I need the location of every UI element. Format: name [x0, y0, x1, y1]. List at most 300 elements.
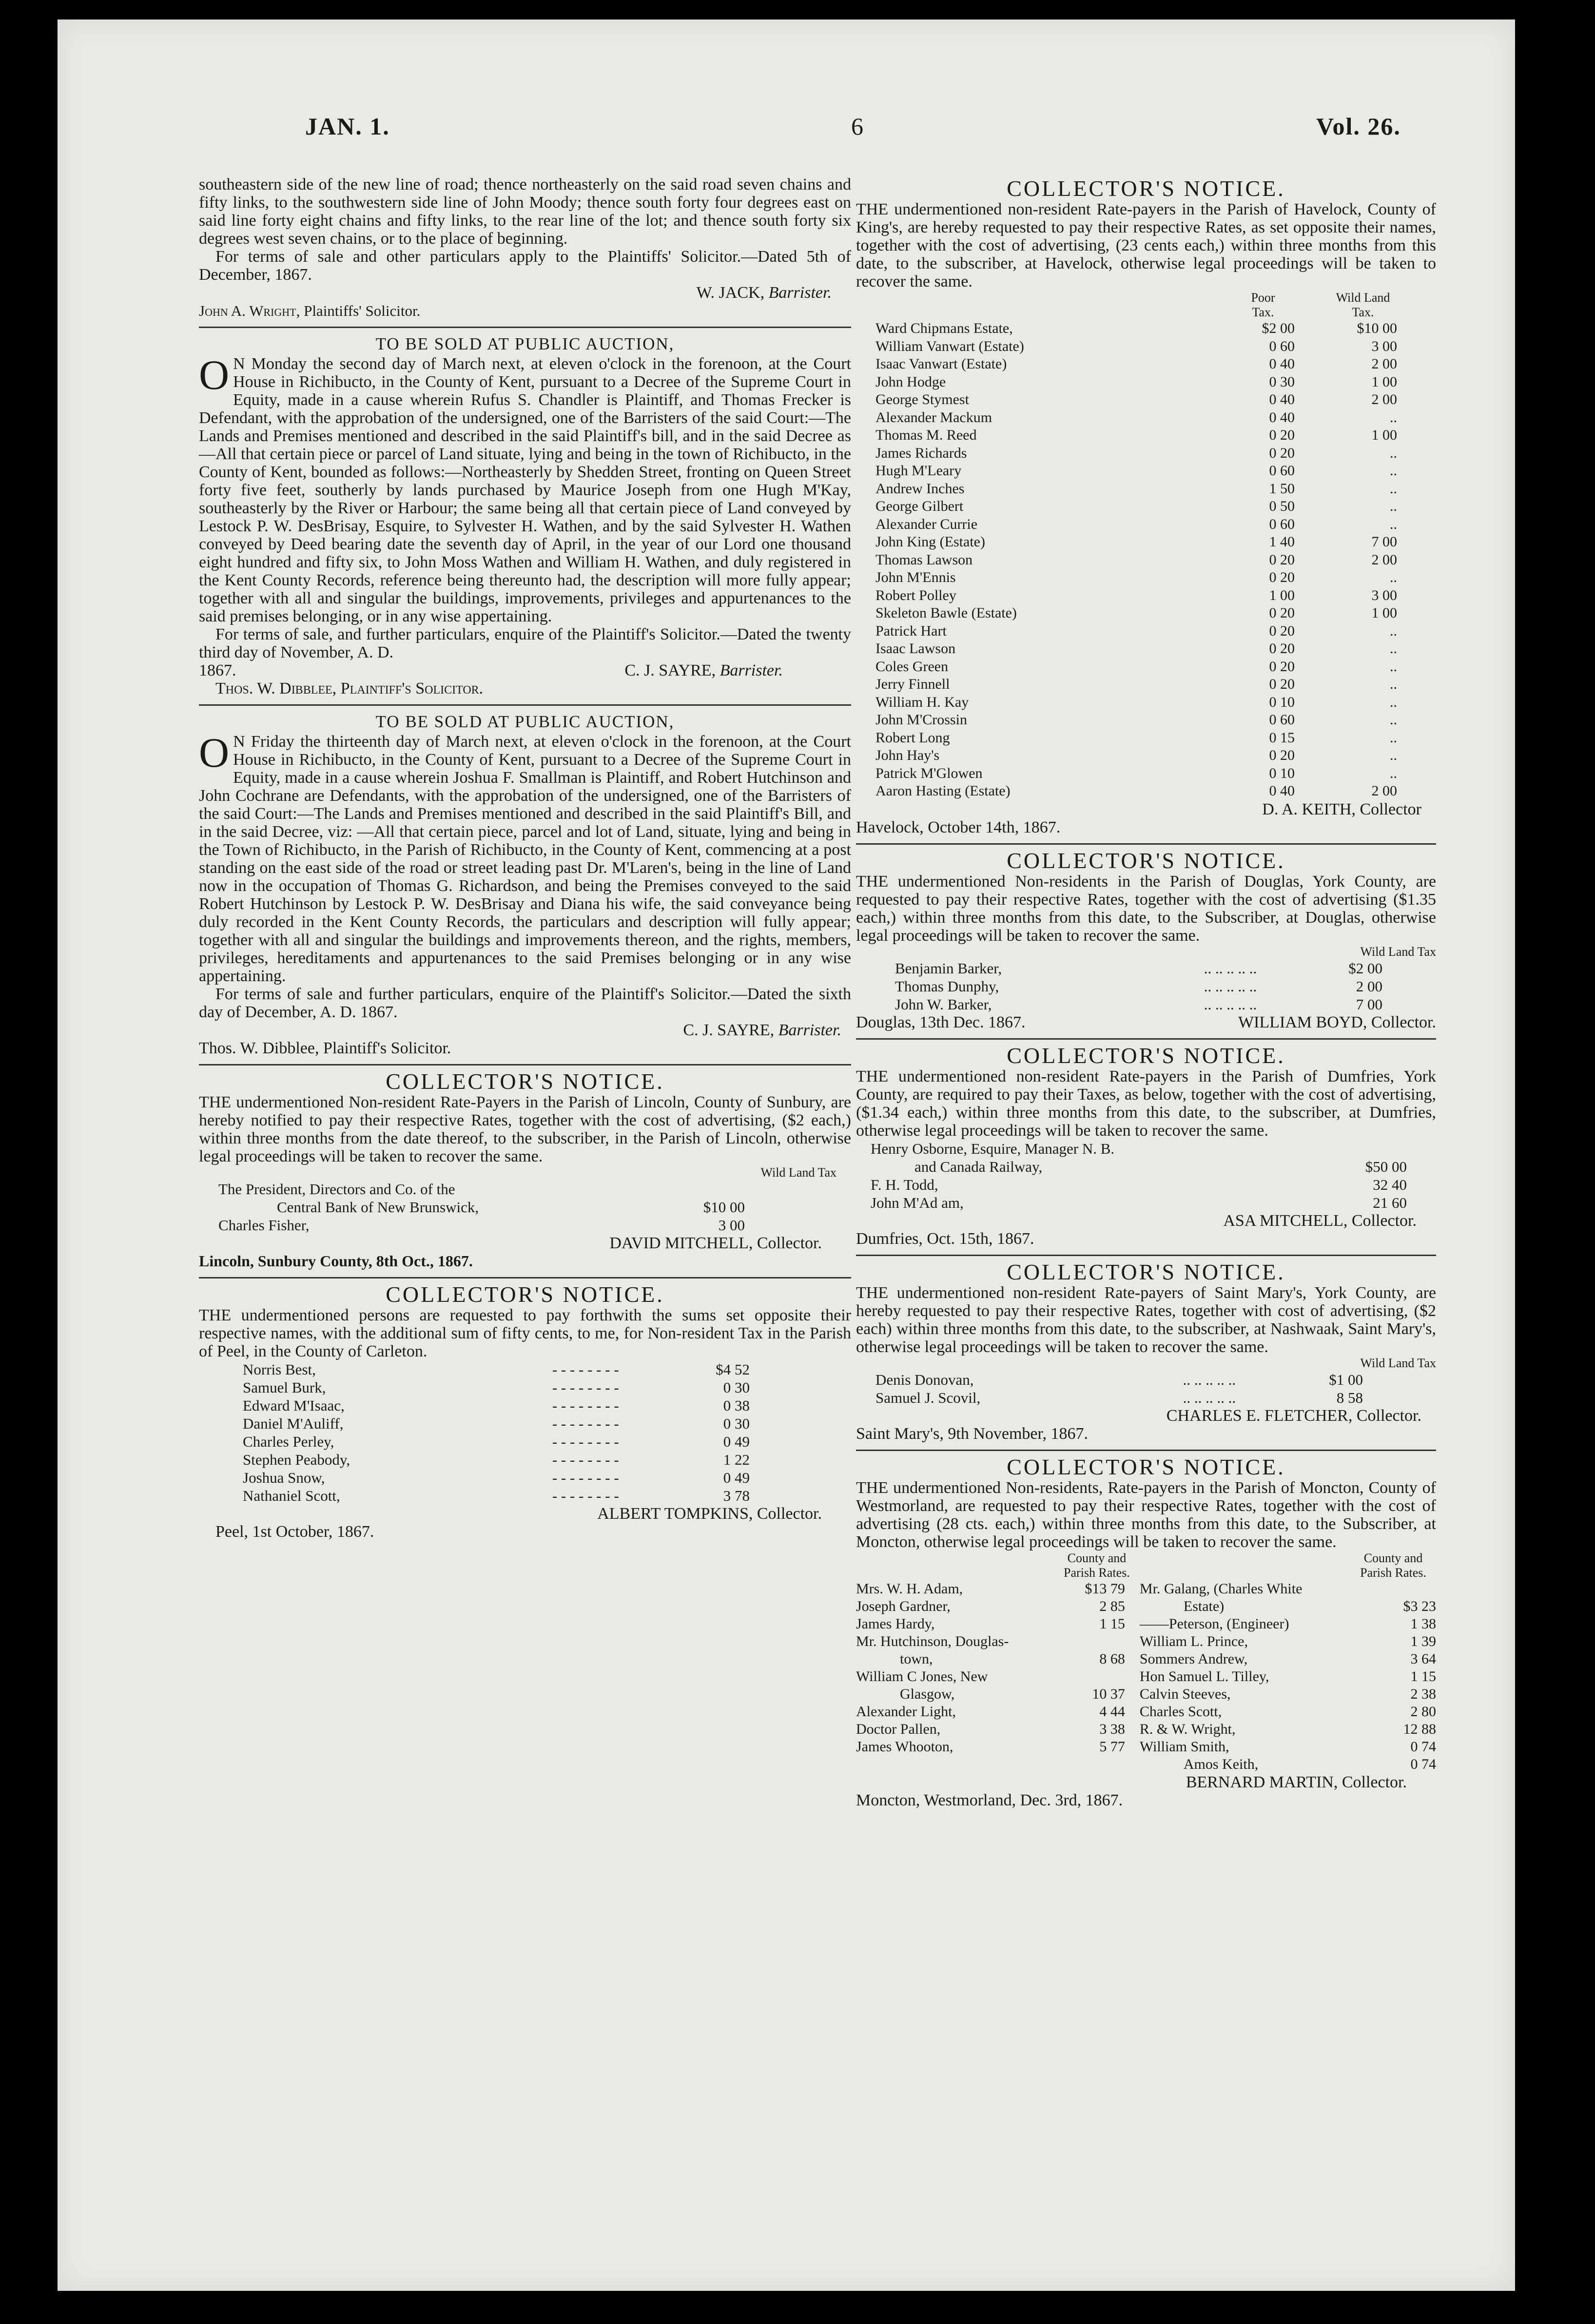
tax-table [875, 1371, 1363, 1407]
notice-place-date: Moncton, Westmorland, Dec. 3rd, 1867. [856, 1791, 1123, 1809]
collector-signature: D. A. KEITH, Collector [1262, 800, 1421, 818]
poor-tax-amount: 0 20 [1269, 640, 1295, 657]
leader-dots: .. .. .. .. .. [1204, 977, 1257, 995]
payer-amount: 0 49 [723, 1469, 750, 1486]
poor-tax-amount: 0 20 [1269, 605, 1295, 621]
poor-tax-amount: 0 30 [1269, 373, 1295, 390]
payer-name: Edward M'Isaac, [243, 1397, 345, 1414]
payer-name: John M'Crossin [875, 712, 967, 728]
auction-terms: For terms of sale and further particulars, enquire of the Plaintiff's Solicitor.—Dated the sixth day of December, A. D. 1867. [199, 985, 851, 1021]
wild-land-amount: .. [1390, 409, 1397, 426]
table-row [875, 480, 1417, 498]
payer-name: Samuel Burk, [243, 1379, 326, 1396]
payer-amount: 12 88 [1403, 1721, 1436, 1737]
signer-name: W. JACK, [696, 284, 765, 302]
poor-tax-amount: 0 50 [1269, 498, 1295, 514]
poor-tax-amount: 0 60 [1269, 516, 1295, 532]
table-row [243, 1414, 750, 1433]
payer-amount: $3 23 [1403, 1598, 1436, 1614]
payer-amount: 2 38 [1410, 1685, 1436, 1702]
tax-table [875, 290, 1417, 800]
payer-name: Samuel J. Scovil, [875, 1389, 981, 1406]
poor-tax-amount: 0 40 [1269, 391, 1295, 407]
payer-name: George Stymest [875, 391, 969, 407]
wild-land-amount: 2 00 [1371, 391, 1397, 407]
payer-amount: 7 00 [1356, 995, 1382, 1013]
notice-title: COLLECTOR'S NOTICE. [1007, 1454, 1285, 1479]
poor-tax-amount: $2 00 [1262, 320, 1295, 336]
poor-tax-amount: 0 20 [1269, 569, 1295, 585]
table-row [856, 1685, 1436, 1703]
notice-place-date: Lincoln, Sunbury County, 8th Oct., 1867. [199, 1252, 473, 1270]
table-row [875, 694, 1417, 712]
table-row [875, 640, 1417, 658]
wild-land-amount: 3 00 [1371, 587, 1397, 603]
payer-amount [1350, 1580, 1436, 1598]
poor-tax-amount: 0 10 [1269, 765, 1295, 781]
wild-land-header: Wild Land [1336, 290, 1390, 305]
continued-terms: For terms of sale and other particulars apply to the Plaintiffs' Solicitor.—Dated 5th of December, 1867. [199, 248, 851, 284]
signer-name: C. J. SAYRE, [683, 1021, 775, 1039]
payer-name: Joseph Gardner, [856, 1598, 951, 1614]
payer-name: John Hodge [875, 373, 946, 390]
notice-body: THE undermentioned Non-residents, Rate-payers in the Parish of Moncton, County of Westmorland, are requested to pay their respective Rates, together with the cost of advertising (28 cts. each,) within three months from this date, to the Subscriber, at Moncton, otherwise legal proceedings will be taken to recover the same. [856, 1478, 1436, 1551]
payer-name: James Richards [875, 445, 967, 461]
notice-place-date: Douglas, 13th Dec. 1867. [856, 1013, 1026, 1031]
wild-land-amount: .. [1390, 622, 1397, 639]
table-row [875, 1389, 1363, 1407]
payer-name: town, [900, 1650, 933, 1667]
wild-land-amount: .. [1390, 712, 1397, 728]
payer-name: F. H. Todd, [871, 1176, 938, 1193]
poor-tax-amount: 0 20 [1269, 622, 1295, 639]
continued-solicitor [199, 302, 851, 320]
table-header-row [875, 305, 1417, 320]
divider [856, 1038, 1436, 1040]
wild-land-amount: 1 00 [1371, 373, 1397, 390]
table-row [875, 426, 1417, 445]
table-row [871, 1140, 1407, 1158]
table-header-row [856, 1551, 1436, 1566]
wild-land-amount: .. [1390, 640, 1397, 657]
payer-name [856, 1756, 1054, 1773]
payer-name: Calvin Steeves, [1139, 1685, 1231, 1702]
right-column [856, 175, 1436, 1809]
payer-amount: $1 00 [1329, 1371, 1363, 1388]
leader-dashes: - - - - - - - - [552, 1379, 619, 1396]
leader-dots: .. .. .. .. .. [1204, 959, 1257, 977]
table-row [856, 1615, 1436, 1633]
payer-name: James Whooton, [856, 1738, 953, 1755]
notice-body: THE undermentioned non-resident Rate-payers in the Parish of Havelock, County of King's, are hereby requested to pay their respective Rates, as set opposite their names, together with the cost of advertising, (23 cents each,) within three months from this date, to the subscriber, at Havelock, otherwise legal proceedings will be taken to recover the same. [856, 200, 1436, 290]
divider [199, 327, 851, 328]
tax-table [243, 1360, 750, 1505]
table-row [871, 1194, 1407, 1212]
table-row [875, 391, 1417, 409]
payer-name: Thomas Dunphy, [895, 977, 999, 995]
collector-signature: BERNARD MARTIN, Collector. [1186, 1773, 1407, 1791]
payer-name: Isaac Vanwart (Estate) [875, 356, 1007, 372]
divider [199, 1277, 851, 1278]
poor-tax-amount: 1 50 [1269, 480, 1295, 497]
notice-place-date: Havelock, October 14th, 1867. [856, 818, 1061, 836]
wild-land-amount: 2 00 [1371, 551, 1397, 568]
poor-tax-amount: 0 40 [1269, 409, 1295, 426]
poor-tax-amount: 0 20 [1269, 427, 1295, 443]
volume-number: Vol. 26. [1316, 113, 1401, 140]
payer-name: and Canada Railway, [914, 1158, 1043, 1175]
payer-name: William Vanwart (Estate) [875, 338, 1024, 354]
table-row [875, 320, 1417, 338]
auction-year: 1867. [199, 661, 236, 679]
payer-name: Thomas Lawson [875, 551, 973, 568]
wild-land-amount: 2 00 [1371, 783, 1397, 799]
payer-name: Estate) [1183, 1598, 1225, 1614]
havelock-notice [856, 176, 1436, 836]
payer-name: Charles Fisher, [218, 1217, 310, 1234]
table-row [218, 1216, 745, 1234]
payer-amount: $2 00 [1348, 959, 1382, 977]
table-row [875, 765, 1417, 783]
table-row [875, 587, 1417, 605]
auction-title: TO BE SOLD AT PUBLIC AUCTION, [375, 334, 675, 353]
continued-signature [199, 284, 851, 302]
rates-header: County and [1067, 1550, 1127, 1565]
payer-amount: $50 00 [1365, 1158, 1407, 1175]
wild-land-amount: 7 00 [1371, 534, 1397, 550]
payer-amount: 10 37 [1092, 1685, 1125, 1702]
payer-amount: 8 58 [1336, 1389, 1363, 1406]
table-row [875, 445, 1417, 463]
table-row [875, 409, 1417, 427]
notice-place-date: Peel, 1st October, 1867. [215, 1523, 374, 1541]
payer-name: Isaac Lawson [875, 640, 956, 657]
auction-solicitor: Thos. W. Dibblee, Plaintiff's Solicitor. [199, 1039, 451, 1057]
leader-dashes: - - - - - - - - [552, 1361, 619, 1378]
poor-tax-amount: 0 60 [1269, 338, 1295, 354]
payer-name: Mr. Hutchinson, Douglas- [856, 1633, 1009, 1649]
moncton-rows [856, 1580, 1436, 1773]
poor-tax-amount: 1 00 [1269, 587, 1295, 603]
moncton-notice [856, 1454, 1436, 1809]
payer-name: Alexander Light, [856, 1703, 956, 1720]
payer-name: Alexander Currie [875, 516, 978, 532]
leader-dashes: - - - - - - - - [552, 1451, 619, 1468]
leader-dashes: - - - - - - - - [552, 1469, 619, 1486]
table-row [243, 1396, 750, 1414]
payer-name: Jerry Finnell [875, 676, 950, 692]
wild-land-header: Tax. [1352, 305, 1374, 319]
column-header: Wild Land Tax [1360, 1356, 1436, 1370]
table-row [875, 338, 1417, 356]
payer-amount: 0 49 [723, 1433, 750, 1450]
wild-land-amount: .. [1390, 569, 1397, 585]
poor-tax-amount: 0 20 [1269, 658, 1295, 675]
table-row [856, 1668, 1436, 1685]
wild-land-amount: .. [1390, 516, 1397, 532]
payer-amount: 0 74 [1410, 1738, 1436, 1755]
payer-amount: 21 60 [1373, 1194, 1407, 1211]
table-row [243, 1487, 750, 1505]
notice-title: COLLECTOR'S NOTICE. [386, 1069, 664, 1094]
payer-amount [672, 1180, 745, 1198]
poor-tax-amount: 0 40 [1269, 356, 1295, 372]
table-row [875, 355, 1417, 373]
payer-amount: 3 38 [1099, 1721, 1125, 1737]
payer-amount: 2 80 [1410, 1703, 1436, 1720]
issue-date: JAN. 1. [305, 113, 390, 140]
notice-title: COLLECTOR'S NOTICE. [1007, 1259, 1285, 1284]
payer-name: Doctor Pallen, [856, 1721, 941, 1737]
payer-name: George Gilbert [875, 498, 964, 514]
payer-amount: 1 15 [1099, 1615, 1125, 1632]
payer-amount: $10 00 [703, 1199, 745, 1216]
leader-dashes: - - - - - - - - [552, 1415, 619, 1432]
dumfries-notice [856, 1043, 1436, 1248]
table-row [875, 658, 1417, 676]
table-row [875, 462, 1417, 480]
table-row [856, 1633, 1436, 1650]
payer-name: Thomas M. Reed [875, 427, 977, 443]
continued-text: southeastern side of the new line of road; thence northeasterly on the said road seven chains and fifty links, to the southwestern side line of John Moody; thence south forty four degrees east on said line forty eight chains and fifty links, to the rear line of the lot; and thence south forty six degrees west seven chains, or to the place of beginning. [199, 175, 851, 248]
payer-name: Nathaniel Scott, [243, 1487, 340, 1504]
payer-name: Norris Best, [243, 1361, 316, 1378]
payer-name: Coles Green [875, 658, 949, 675]
table-row [871, 1176, 1407, 1194]
payer-amount: $4 52 [716, 1361, 750, 1378]
notice-body: THE undermentioned Non-resident Rate-Payers in the Parish of Lincoln, County of Sunbury, are hereby notified to pay their respective Rates, together with the cost of advertising, ($2 each,) within three months from the date thereof, to the subscriber, in the Parish of Lincoln, otherwise legal proceedings will be taken to recover the same. [199, 1093, 851, 1165]
payer-amount: 32 40 [1373, 1176, 1407, 1193]
payer-name: Central Bank of New Brunswick, [277, 1199, 479, 1216]
divider [856, 1255, 1436, 1256]
continued-notice [199, 175, 851, 320]
wild-land-amount: .. [1390, 765, 1397, 781]
table-row [875, 729, 1417, 747]
payer-amount [1054, 1756, 1140, 1773]
payer-name: John King (Estate) [875, 534, 985, 550]
payer-name: Charles Perley, [243, 1433, 334, 1450]
divider [856, 1450, 1436, 1451]
table-row [856, 1738, 1436, 1756]
table-row [856, 1756, 1436, 1773]
divider [199, 1064, 851, 1065]
notice-body: THE undermentioned non-resident Rate-payers in the Parish of Dumfries, York County, are required to pay their Taxes, as below, together with the cost of advertising, ($1.34 each,) within three months from this date, to the subscriber, at Dumfries, otherwise legal proceedings will be taken to recover the same. [856, 1067, 1436, 1140]
auction-signature [199, 1021, 851, 1039]
auction-body: N Monday the second day of March next, at eleven o'clock in the forenoon, at the Court House in Richibucto, in the County of Kent, pursuant to a Decree of the Supreme Court in Equity, made in a cause wherein Rufus S. Chandler is Plaintiff, and Thomas Frecker is Defendant, with the approbation of the undersigned, one of the Barristers of the said Court:—The Lands and Premises mentioned and described in the said Plaintiff's bill, and in the said Decree as—All that certain piece or parcel of Land situate, lying and being in the town of Richibucto, in the County of Kent, bounded as follows:—Northeasterly by Shedden Street, fronting on Queen Street forty five feet, southerly by lands purchased by Maurice Joseph from one Hugh M'Kay, southeasterly by the River or Harbour; the same being all that certain piece of Land conveyed by Lestock P. W. DesBrisay, Esquire, to Sylvester H. Wathen, and by the said Sylvester H. Wathen conveyed by Deed bearing date the seventh day of April, in the year of our Lord one thousand eight hundred and fifty six, to John Moss Wathen and William H. Wathen, and duly registered in the Kent County Records, reference being thereunto had, the description will more fully appear; together with all and singular the buildings, improvements, privileges and appurtenances to the said premises belonging, or in any wise appertaining. [199, 355, 851, 625]
payer-amount: 2 00 [1356, 977, 1382, 995]
payer-name: Henry Osborne, Esquire, Manager N. B. [871, 1140, 1115, 1157]
payer-name: William H. Kay [875, 694, 969, 710]
payer-amount: 3 64 [1410, 1650, 1436, 1667]
payer-name: Aaron Hasting (Estate) [875, 783, 1011, 799]
payer-amount: 3 00 [718, 1217, 745, 1234]
wild-land-amount: 1 00 [1371, 605, 1397, 621]
payer-name: Alexander Mackum [875, 409, 992, 426]
peel-notice [199, 1282, 851, 1541]
table-row [243, 1433, 750, 1451]
tax-table [856, 1551, 1436, 1773]
auction-solicitor: Thos. W. Dibblee, Plaintiff's Solicitor. [215, 679, 484, 697]
payer-name: Robert Long [875, 729, 950, 746]
signer-name: C. J. SAYRE, [624, 661, 716, 679]
payer-name: Robert Polley [875, 587, 956, 603]
leader-dashes: - - - - - - - - [552, 1487, 619, 1504]
payer-name: Charles Scott, [1139, 1703, 1222, 1720]
left-column [199, 175, 851, 1541]
payer-name: The President, Directors and Co. of the [218, 1181, 455, 1198]
payer-name: Andrew Inches [875, 480, 965, 497]
payer-amount: 0 30 [723, 1379, 750, 1396]
payer-name: Ward Chipmans Estate, [875, 320, 1013, 336]
auction-terms: For terms of sale, and further particulars, enquire of the Plaintiff's Solicitor.—Dated the twenty third day of November, A. D. [199, 625, 851, 661]
payer-amount: 1 38 [1410, 1615, 1436, 1632]
wild-land-amount: .. [1390, 729, 1397, 746]
wild-land-amount: 2 00 [1371, 356, 1397, 372]
payer-name: Skeleton Bawle (Estate) [875, 605, 1017, 621]
tax-table [218, 1180, 745, 1234]
notice-body: THE undermentioned non-resident Rate-payers of Saint Mary's, York County, are hereby requested to pay their respective Rates, together with cost of advertising, ($2 each) within three months from this date, to the subscriber, at Nashwaak, Saint Mary's, otherwise legal proceedings will be taken to recover the same. [856, 1283, 1436, 1356]
table-row [875, 516, 1417, 534]
payer-amount: 1 22 [723, 1451, 750, 1468]
payer-name: William Smith, [1139, 1738, 1229, 1755]
table-row [856, 1580, 1436, 1598]
payer-amount [1054, 1668, 1140, 1685]
payer-name: Patrick M'Glowen [875, 765, 983, 781]
poor-tax-amount: 0 60 [1269, 463, 1295, 479]
payer-name: Denis Donovan, [875, 1371, 974, 1388]
table-row [875, 533, 1417, 551]
payer-amount: 8 68 [1099, 1650, 1125, 1667]
notice-title: COLLECTOR'S NOTICE. [1007, 848, 1285, 873]
table-row [856, 1598, 1436, 1615]
table-row [243, 1451, 750, 1469]
table-row [218, 1198, 745, 1216]
payer-amount: 0 30 [723, 1415, 750, 1432]
wild-land-amount: .. [1390, 480, 1397, 497]
payer-amount: 0 38 [723, 1397, 750, 1414]
signer-role: Barrister. [720, 661, 783, 679]
auction-signature [199, 661, 851, 679]
wild-land-amount: .. [1390, 658, 1397, 675]
collector-signature: CHARLES E. FLETCHER, Collector. [1166, 1406, 1421, 1425]
drop-cap: O [199, 729, 230, 776]
poor-tax-amount: 0 10 [1269, 694, 1295, 710]
douglas-notice [856, 848, 1436, 1031]
table-row [856, 1650, 1436, 1668]
table-row [875, 551, 1417, 569]
poor-tax-amount: 0 60 [1269, 712, 1295, 728]
payer-name: Patrick Hart [875, 622, 947, 639]
payer-name: John M'Ad am, [871, 1194, 964, 1211]
payer-name: R. & W. Wright, [1139, 1721, 1236, 1737]
notice-title: COLLECTOR'S NOTICE. [1007, 176, 1285, 201]
payer-amount: 3 78 [723, 1487, 750, 1504]
rates-header: County and [1363, 1550, 1423, 1565]
table-row [895, 959, 1382, 977]
table-row [871, 1158, 1407, 1176]
payer-name: Daniel M'Auliff, [243, 1415, 344, 1432]
notice-place-date: Dumfries, Oct. 15th, 1867. [856, 1229, 1034, 1248]
auction-body: N Friday the thirteenth day of March next, at eleven o'clock in the forenoon, at the Court House in Richibucto, in the County of Kent, pursuant to a Decree of the Supreme Court in Equity, made in a cause wherein Joshua F. Smallman is Plaintiff, and Robert Hutchinson and John Cochrane are Defendants, with the approbation of the undersigned, one of the Barristers of the said Court:—The Lands and Premises mentioned and described in the said Plaintiff's Bill, and in the said Decree, viz: —All that certain piece, parcel and lot of Land, situate, lying and being in the Town of Richibucto, in the Parish of Richibucto, in the County of Kent, commencing at a post standing on the east side of the road or street leading past Dr. M'Laren's, being in the line of Land now in the occupation of Thomas G. Richardson, and being the Premises conveyed to the said Robert Hutchinson by Lestock P. W. DesBrisay and Diana his wife, the said conveyance being duly recorded in the Kent County Records, the particulars and description will fully appear; together with all and singular the buildings and improvements thereon, and the rights, members, privileges, hereditaments and appurtenances to the said Premises belonging or in any wise appertaining. [199, 733, 851, 985]
table-row [856, 1703, 1436, 1721]
wild-land-amount: 3 00 [1371, 338, 1397, 354]
signer-role: Barrister. [778, 1021, 841, 1039]
payer-name: Mrs. W. H. Adam, [856, 1580, 963, 1597]
auction-title: TO BE SOLD AT PUBLIC AUCTION, [375, 712, 675, 731]
wild-land-amount: .. [1390, 694, 1397, 710]
havelock-rows [875, 320, 1417, 800]
poor-tax-amount: 0 40 [1269, 783, 1295, 799]
leader-dots: .. .. .. .. .. [1183, 1389, 1236, 1406]
leader-dots: .. .. .. .. .. [1204, 995, 1257, 1013]
lincoln-notice [199, 1069, 851, 1270]
wild-land-amount: .. [1390, 676, 1397, 692]
payer-name: Hugh M'Leary [875, 463, 962, 479]
leader-dashes: - - - - - - - - [552, 1397, 619, 1414]
payer-name: Glasgow, [900, 1685, 955, 1702]
payer-name: Amos Keith, [1183, 1756, 1259, 1772]
table-header-row [875, 290, 1417, 305]
solicitor-role: Plaintiffs' Solicitor. [304, 302, 421, 319]
table-row [856, 1721, 1436, 1738]
table-row [875, 1371, 1363, 1389]
payer-amount: 1 39 [1410, 1633, 1436, 1649]
payer-name: William C Jones, New [856, 1668, 988, 1685]
table-row [218, 1180, 745, 1198]
table-row [875, 747, 1417, 765]
poor-tax-amount: 0 20 [1269, 676, 1295, 692]
poor-tax-amount: 0 20 [1269, 551, 1295, 568]
payer-name: John W. Barker, [895, 995, 992, 1013]
leader-dashes: - - - - - - - - [552, 1433, 619, 1450]
notice-body: THE undermentioned persons are requested to pay forthwith the sums set opposite their respective names, with the additional sum of fifty cents, to me, for Non-resident Tax in the Parish of Peel, in the County of Carleton. [199, 1306, 851, 1360]
payer-name: Mr. Galang, (Charles White [1139, 1580, 1303, 1597]
page-number: 6 [851, 113, 864, 140]
payer-amount: 4 44 [1099, 1703, 1125, 1720]
poor-tax-amount: 0 20 [1269, 445, 1295, 461]
divider [856, 843, 1436, 845]
table-header-row [856, 1566, 1436, 1580]
table-row [875, 569, 1417, 587]
payer-amount: 0 74 [1410, 1756, 1436, 1772]
auction-notice-2 [199, 713, 851, 1057]
poor-tax-header: Poor [1251, 290, 1275, 305]
leader-dots: .. .. .. .. .. [1183, 1371, 1236, 1388]
table-row [243, 1469, 750, 1487]
column-header: Wild Land Tax [1360, 944, 1436, 959]
poor-tax-amount: 0 20 [1269, 747, 1295, 763]
poor-tax-amount: 0 15 [1269, 729, 1295, 746]
table-row [875, 676, 1417, 694]
table-row [875, 498, 1417, 516]
payer-name: John Hay's [875, 747, 940, 763]
payer-amount: 5 77 [1099, 1738, 1125, 1755]
payer-name: James Hardy, [856, 1615, 935, 1632]
table-row [243, 1360, 750, 1378]
notice-title: COLLECTOR'S NOTICE. [1007, 1043, 1285, 1068]
tax-table [871, 1140, 1407, 1212]
wild-land-amount: $10 00 [1357, 320, 1397, 336]
payer-name: Benjamin Barker, [895, 959, 1002, 977]
notice-place-date: Saint Mary's, 9th November, 1867. [856, 1424, 1088, 1443]
collector-signature: WILLIAM BOYD, Collector. [1238, 1013, 1436, 1031]
collector-signature: DAVID MITCHELL, Collector. [609, 1234, 822, 1252]
column-header: Wild Land Tax [760, 1165, 836, 1180]
table-row [895, 977, 1382, 995]
payer-name: Sommers Andrew, [1139, 1650, 1248, 1667]
notice-body: THE undermentioned Non-residents in the Parish of Douglas, York County, are requested to pay their respective Rates, together with the cost of advertising ($1.35 each,) within three months from this date, to the Subscriber, at Douglas, otherwise legal proceedings will be taken to recover the same. [856, 872, 1436, 945]
payer-amount [1054, 1633, 1140, 1650]
